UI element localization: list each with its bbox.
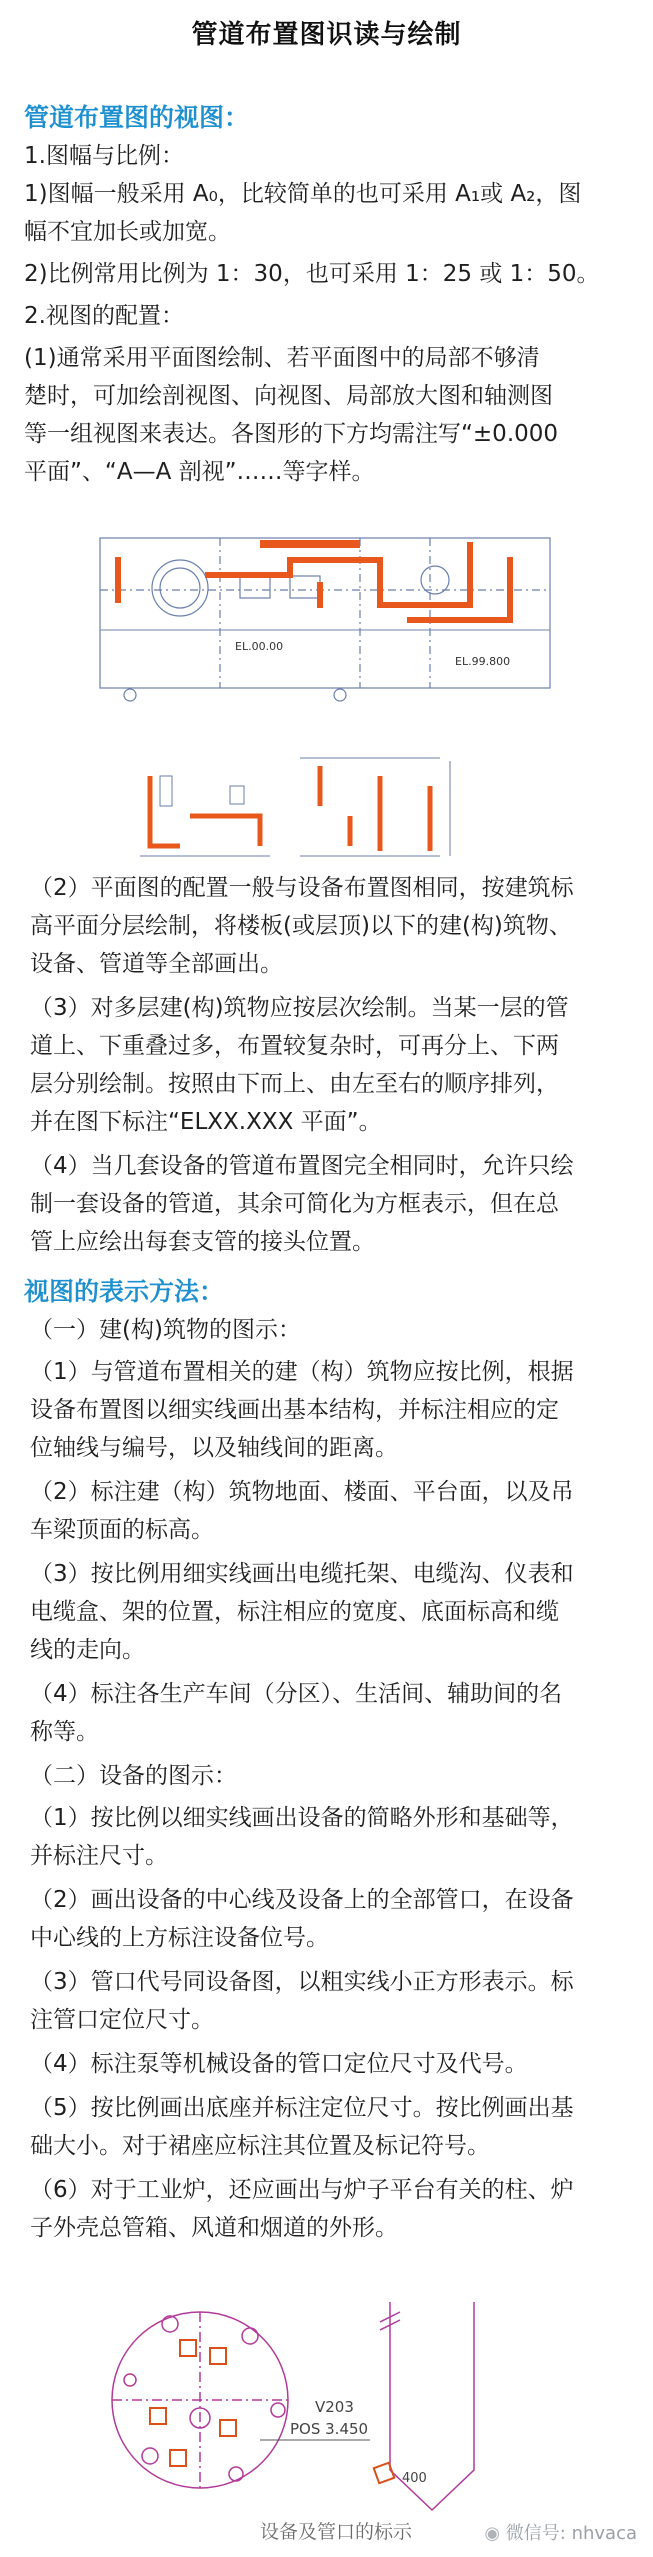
- text-line: 中心线的上方标注设备位号。: [30, 1925, 329, 1951]
- text-line: 设备、管道等全部画出。: [30, 951, 283, 977]
- text-line: 车梁顶面的标高。: [30, 1517, 214, 1543]
- text-line: 高平面分层绘制，将楼板(或层顶)以下的建(构)筑物、: [30, 913, 572, 939]
- text-line: （4）当几套设备的管道布置图完全相同时，允许只绘: [30, 1153, 574, 1179]
- text-line: （2）标注建（构）筑物地面、楼面、平台面，以及吊: [30, 1479, 574, 1505]
- text-line: 管上应绘出每套支管的接头位置。: [30, 1229, 375, 1255]
- text-line: 1)图幅一般采用 A₀，比较简单的也可采用 A₁或 A₂，图: [24, 181, 582, 207]
- equipment-tag: V203: [315, 2398, 354, 2416]
- text-line: （3）对多层建(构)筑物应按层次绘制。当某一层的管: [30, 995, 569, 1021]
- text-line: 幅不宜加长或加宽。: [24, 219, 231, 245]
- text-line: （2）画出设备的中心线及设备上的全部管口，在设备: [30, 1887, 574, 1913]
- section-heading-views: 管道布置图的视图：: [24, 103, 250, 132]
- text-line: （5）按比例画出底座并标注定位尺寸。按比例画出基: [30, 2095, 574, 2121]
- wechat-icon: ◉: [484, 2523, 506, 2544]
- text-line: 注管口定位尺寸。: [30, 2007, 214, 2033]
- plan-view-drawing: [90, 520, 560, 710]
- text-line: 线的走向。: [30, 1637, 145, 1663]
- elevation-label: EL.99.800: [455, 655, 511, 668]
- text-line: （3）管口代号同设备图，以粗实线小正方形表示。标: [30, 1969, 574, 1995]
- text-line: 子外壳总管箱、风道和烟道的外形。: [30, 2215, 398, 2241]
- text-line: 位轴线与编号，以及轴线间的距离。: [30, 1435, 398, 1461]
- text-line: 并标注尺寸。: [30, 1843, 168, 1869]
- text-line: （3）按比例用细实线画出电缆托架、电缆沟、仪表和: [30, 1561, 574, 1587]
- section-view-drawings: [140, 756, 500, 866]
- watermark: ◉ 微信号: nhvaca: [484, 2523, 637, 2544]
- text-line: 等一组视图来表达。各图形的下方均需注写“±0.000: [24, 421, 559, 447]
- text-line: （2）平面图的配置一般与设备布置图相同，按建筑标: [30, 875, 574, 901]
- text-line: （二）设备的图示：: [30, 1763, 237, 1789]
- text-line: （6）对于工业炉，还应画出与炉子平台有关的柱、炉: [30, 2177, 574, 2203]
- equipment-position: POS 3.450: [290, 2420, 369, 2438]
- text-line: 道上、下重叠过多，布置较复杂时，可再分上、下两: [30, 1033, 559, 1059]
- elevation-label: EL.00.00: [235, 640, 284, 653]
- text-line: （1）按比例以细实线画出设备的简略外形和基础等，: [30, 1805, 574, 1831]
- text-line: 并在图下标注“ELXX.XXX 平面”。: [30, 1109, 382, 1135]
- text-line: 1.图幅与比例：: [24, 143, 184, 169]
- text-line: （1）与管道布置相关的建（构）筑物应按比例，根据: [30, 1359, 574, 1385]
- text-line: （一）建(构)筑物的图示：: [30, 1317, 301, 1343]
- text-line: （4）标注各生产车间（分区）、生活间、辅助间的名: [30, 1681, 563, 1707]
- text-line: (1)通常采用平面图绘制、若平面图中的局部不够清: [24, 345, 540, 371]
- text-line: 础大小。对于裙座应标注其位置及标记符号。: [30, 2133, 490, 2159]
- text-line: 电缆盒、架的位置，标注相应的宽度、底面标高和缆: [30, 1599, 559, 1625]
- text-line: 称等。: [30, 1719, 99, 1745]
- text-line: 设备布置图以细实线画出基本结构，并标注相应的定: [30, 1397, 559, 1423]
- figure-caption: 设备及管口的标示: [260, 2521, 413, 2543]
- nozzle-dimension: 400: [402, 2471, 427, 2486]
- text-line: 2.视图的配置：: [24, 303, 184, 329]
- article-title: 管道布置图识读与绘制: [191, 20, 462, 50]
- equipment-nozzle-drawing: [110, 2300, 540, 2550]
- text-line: （4）标注泵等机械设备的管口定位尺寸及代号。: [30, 2051, 528, 2077]
- text-line: 层分别绘制。按照由下而上、由左至右的顺序排列，: [30, 1071, 559, 1097]
- text-line: 2)比例常用比例为 1：30，也可采用 1：25 或 1：50。: [24, 261, 600, 287]
- text-line: 制一套设备的管道，其余可简化为方框表示，但在总: [30, 1191, 559, 1217]
- text-line: 楚时，可加绘剖视图、向视图、局部放大图和轴测图: [24, 383, 553, 409]
- section-heading-methods: 视图的表示方法：: [24, 1277, 225, 1306]
- text-line: 平面”、“A—A 剖视”……等字样。: [24, 459, 375, 485]
